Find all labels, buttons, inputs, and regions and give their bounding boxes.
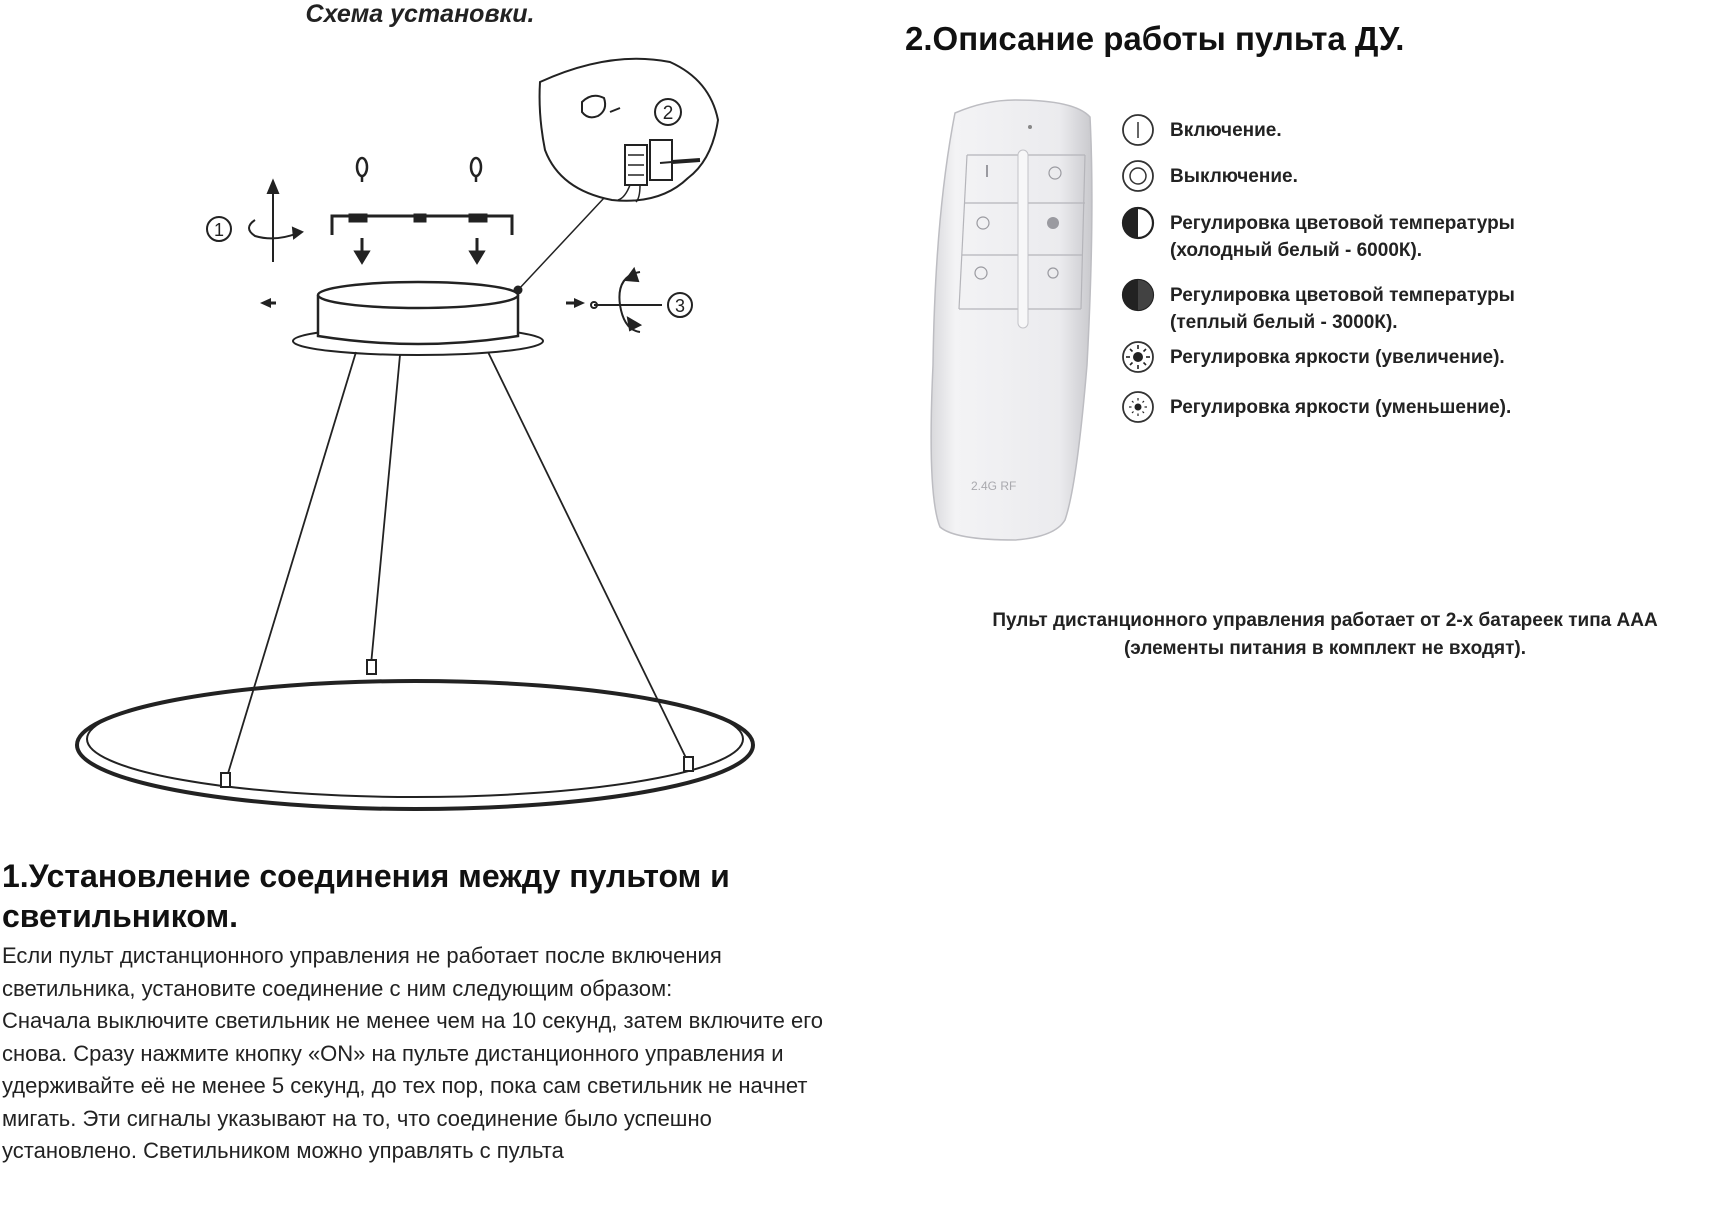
legend-text-power-off: Выключение.	[1170, 166, 1298, 187]
ceiling-canopy	[293, 282, 543, 355]
brightness-down-icon	[1118, 387, 1158, 427]
instruction-paragraph: Если пульт дистанционного управления не работает после включения светильника, установите соединение с ним следующим образом:	[2, 943, 722, 1001]
legend-item-brightness-up	[1118, 337, 1678, 377]
light-ring	[77, 660, 753, 809]
rotate-arrow-icon	[591, 269, 662, 332]
legend-text-power-on: Включение.	[1170, 120, 1282, 141]
power-off-icon	[1118, 156, 1158, 196]
step-2-label: 2	[662, 103, 674, 124]
wiring-detail-callout	[514, 59, 718, 294]
step-3-label: 3	[674, 296, 686, 316]
legend-text-brightness-down: Регулировка яркости (уменьшение).	[1170, 397, 1512, 418]
power-on-icon	[1118, 110, 1158, 150]
legend-item-power-on	[1118, 110, 1678, 150]
installation-title: Схема установки.	[305, 0, 535, 28]
screw-icon	[471, 158, 481, 182]
down-arrow-icon	[356, 238, 483, 262]
instruction-paragraph: Сначала выключите светильник не менее чем на 10 секунд, затем включите его снова. Сразу нажмите кнопку «ON» на пульте дистанционного управления и удерживайте её не менее 5 секунд, до тех пор, пока сам светильник не начнет мигать. Эти сигналы указывают на то, что соединение было успешно установлено. Светильником можно управлять с пульта	[2, 1008, 824, 1163]
legend-item-cold-white	[1118, 203, 1678, 265]
battery-note: Пульт дистанционного управления работает от 2-х батареек типа ААА (элементы питания в комплект не входят).	[992, 610, 1658, 659]
connection-section-title: 1.Установление соединения между пультом и светильником.	[2, 858, 730, 934]
brightness-up-icon	[1118, 337, 1158, 377]
left-arrow-icon	[260, 298, 276, 308]
legend-text-cold-white: Регулировка цветовой температуры (холодный белый - 6000К).	[1170, 213, 1515, 261]
remote-rf-marking: 2.4G RF	[971, 479, 1017, 493]
legend-item-power-off	[1118, 156, 1678, 196]
screw-icon	[357, 158, 367, 182]
legend-text-warm-white: Регулировка цветовой температуры (теплый белый - 3000К).	[1170, 285, 1515, 333]
half-moon-cold-icon	[1118, 203, 1158, 243]
step-1-label: 1	[213, 220, 225, 240]
remote-section-title: 2.Описание работы пульта ДУ.	[905, 20, 1405, 57]
remote-control-image	[915, 95, 1100, 545]
half-moon-warm-icon	[1118, 275, 1158, 315]
legend-item-warm-white	[1118, 275, 1678, 337]
legend-item-brightness-down	[1118, 387, 1678, 427]
legend-text-brightness-up: Регулировка яркости (увеличение).	[1170, 347, 1505, 368]
suspension-cables	[226, 352, 688, 780]
mounting-bracket	[332, 215, 512, 235]
installation-diagram	[0, 30, 860, 830]
connection-instructions	[2, 940, 842, 1168]
rotate-arrow-icon	[249, 181, 302, 262]
right-arrow-icon	[566, 298, 585, 308]
